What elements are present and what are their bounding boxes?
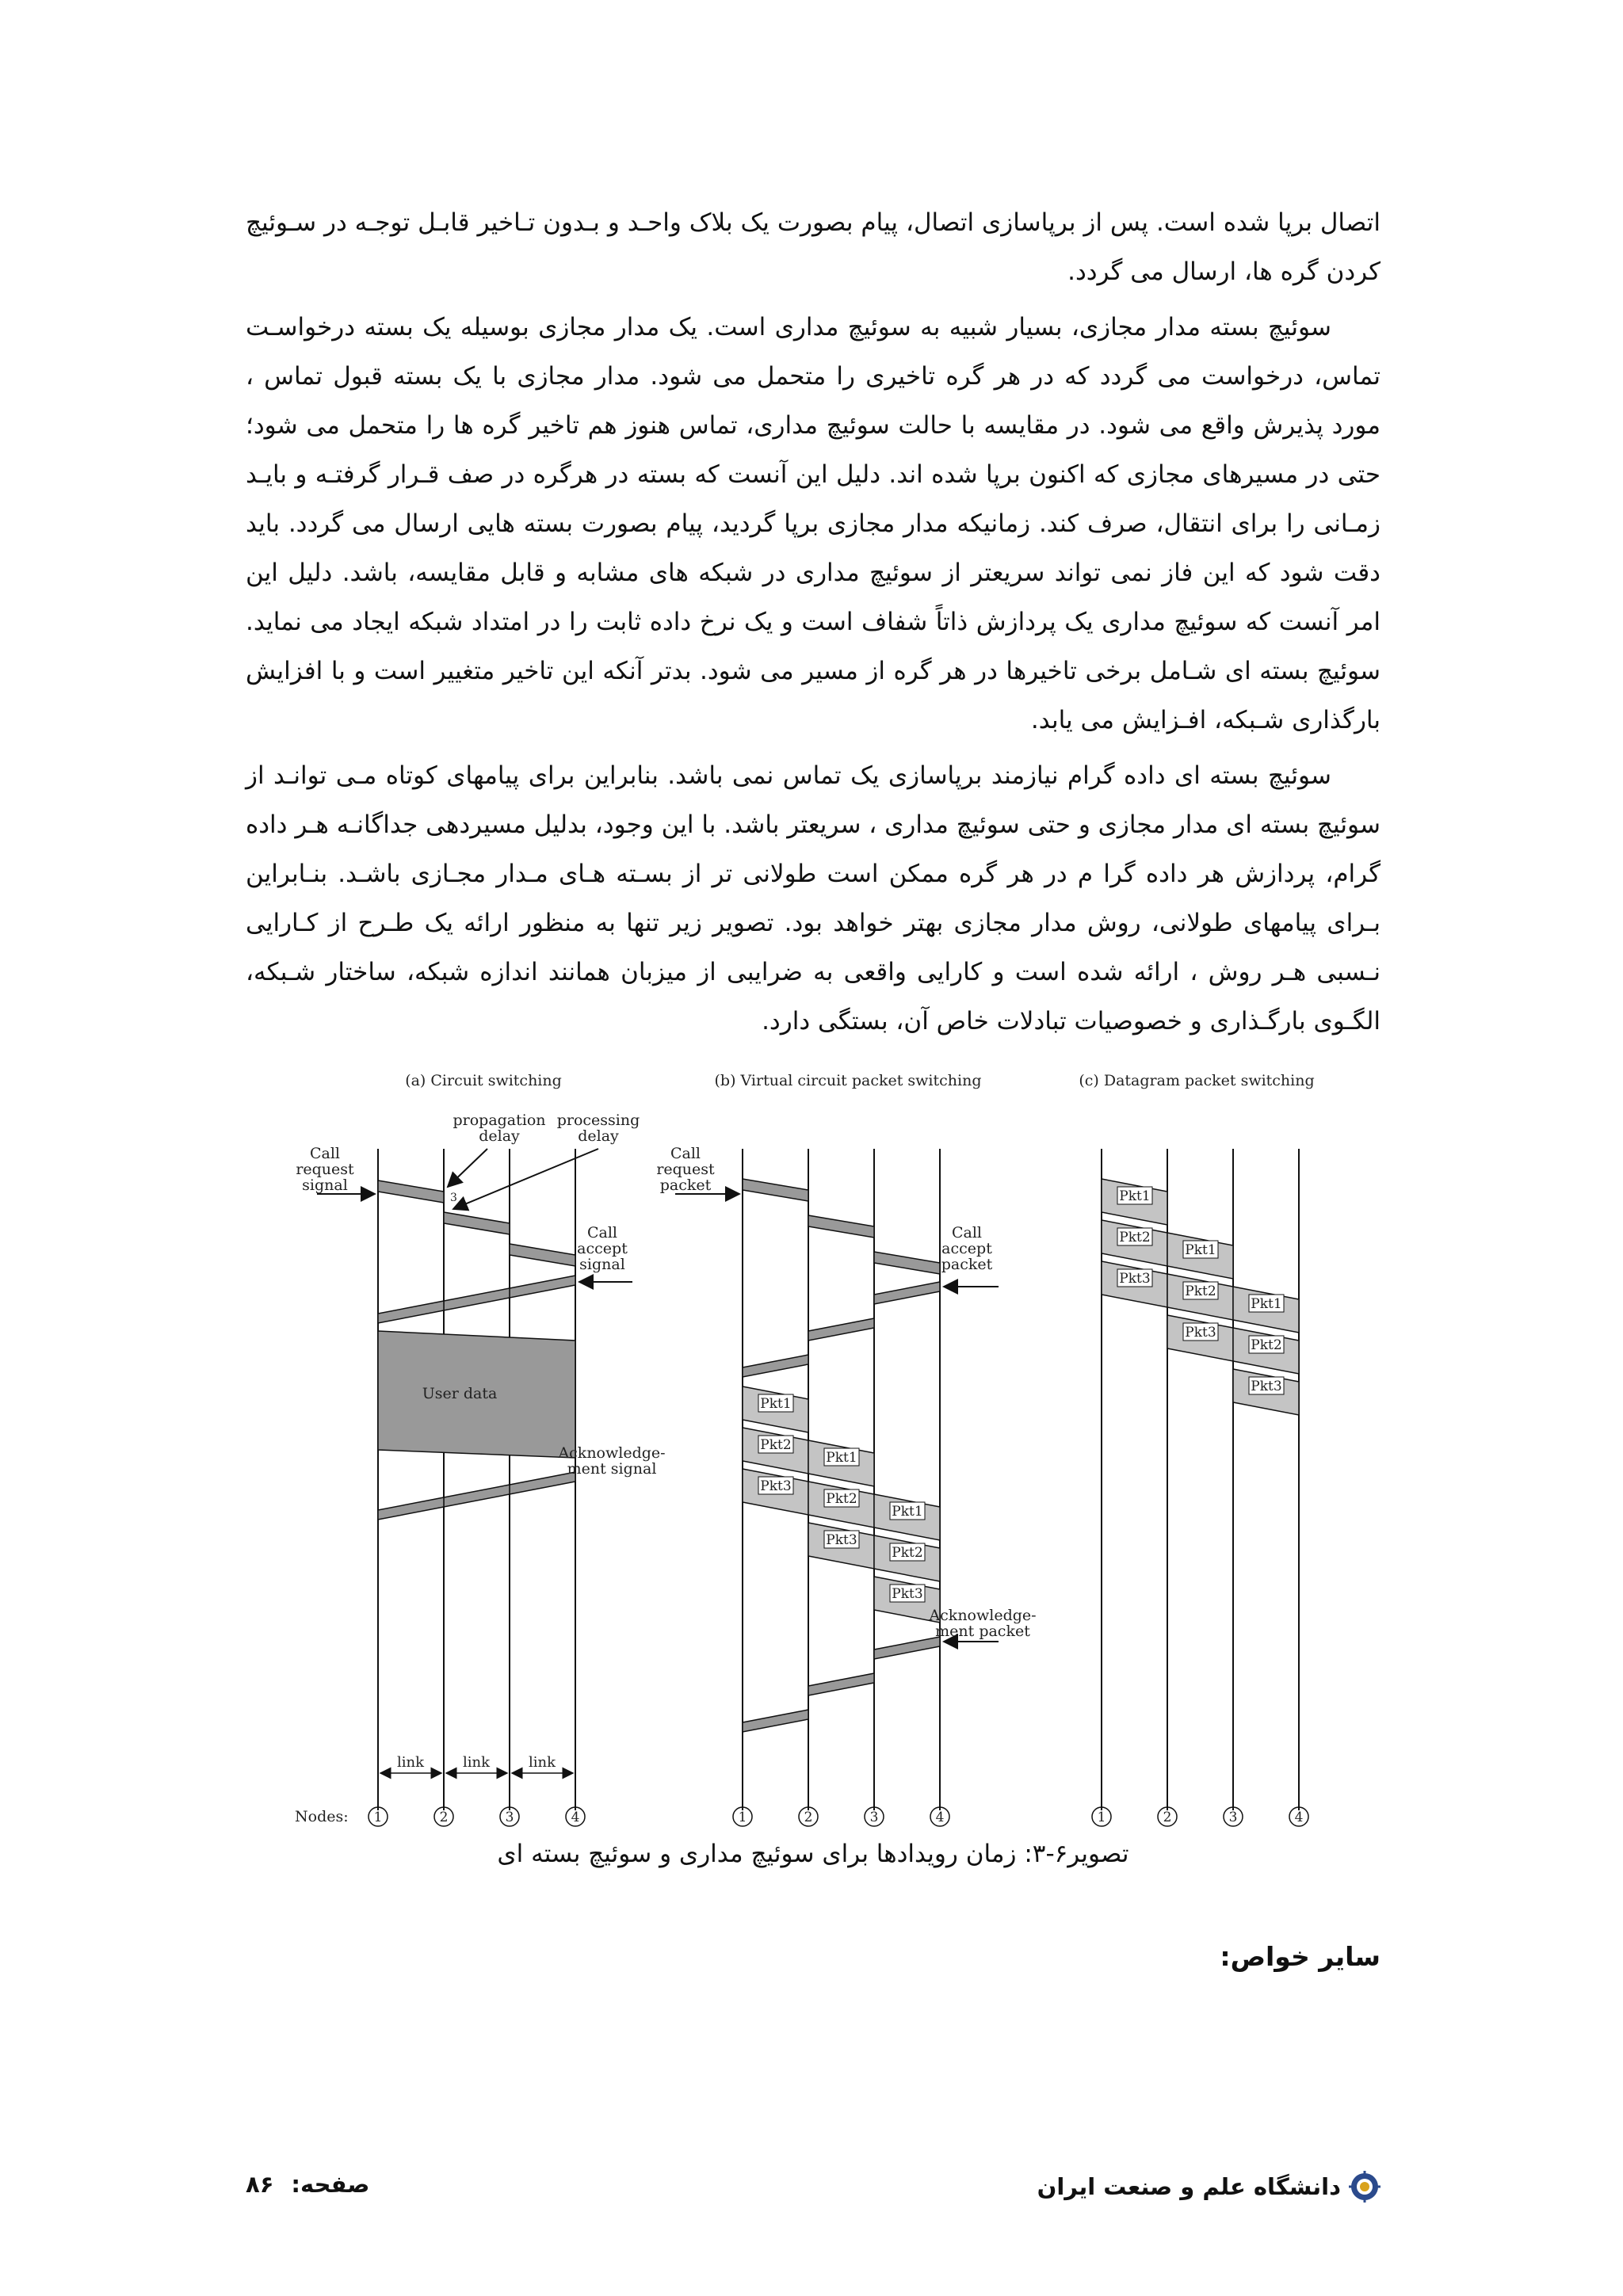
dg-pkt3-label-3: Pkt3 [1251,1379,1282,1394]
node-number-c3: 3 [1228,1810,1238,1825]
timing-diagram-figure [285,1062,1339,1846]
timing-diagram [285,1062,1339,1846]
paragraph-2: سوئیچ بسته مدار مجازی، بسیار شبیه به سوئیچ مداری است. یک مدار مجازی بوسیله یک بسته درخواسـت تماس، درخواست می گردد که در هر گره تاخیری را متحمل می شود. مدار مجازی با یک بسته قبول تماس ، مورد پذیرش واقع می شود. در مقایسه با حالت سوئیچ مداری، تماس هنوز هم تاخیر گره ها را متحمل می شود؛ حتی در مسیرهای مجازی که اکنون برپا شده اند. دلیل این آنست که بسته در هرگره در صف قـرار گرفتـه و بایـد زمـانی را برای انتقال، صرف کند. زمانیکه مدار مجازی برپا گردید، پیام بصورت بسته هایی ارسال می گردد. باید دقت شود که این فاز نمی تواند سریعتر از سوئیچ مداری در شبکه های مشابه و قابل مقایسه، باشد. دلیل این امر آنست که سوئیچ مداری یک پردازش ذاتاً شفاف است و یک نرخ داده ثابت را در امتداد شبکه ایجاد می نماید. سوئیچ بسته ای شـامل برخی تاخیرها در هر گره از مسیر می شود. بدتر آنکه این تاخیر متغییر است و با افزایش بارگذاری شـبکه، افـزایش می یابد. [246,313,1381,734]
node-number-b1: 1 [738,1810,747,1825]
call-request-segment-1 [378,1180,444,1203]
panel-a-circuit-switching [295,1112,666,1826]
call-accept-packet-line3: packet [941,1256,993,1273]
call-request-segment-3 [510,1244,575,1266]
call-request-packet-line3: packet [659,1177,712,1194]
panel-c-title: (c) Datagram packet switching [1079,1072,1315,1089]
dg-pkt1-label-2: Pkt1 [1185,1242,1216,1258]
panel-b-title: (b) Virtual circuit packet switching [714,1072,982,1089]
vc-pkt2-label-2: Pkt2 [826,1491,857,1507]
call-accept-signal-line1: Call [586,1224,618,1241]
ack-segment-1 [510,1472,575,1494]
processing-delay-line2: delay [578,1127,619,1145]
call-request-packet-line2: request [656,1161,715,1178]
vc-pkt1-label-2: Pkt1 [826,1450,857,1466]
ack-packet-line1: Acknowledge- [929,1607,1037,1624]
vc-pkt1-label-1: Pkt1 [760,1396,792,1412]
panel-a-title: (a) Circuit switching [405,1072,562,1089]
vc-ack-segment-1 [874,1637,940,1659]
call-accept-segment-2 [444,1288,510,1310]
call-request-segment-2 [444,1212,510,1234]
node-number-c4: 4 [1294,1810,1304,1825]
dg-pkt1-label-1: Pkt1 [1119,1188,1151,1204]
dg-pkt1-label-3: Pkt1 [1251,1296,1282,1312]
dg-pkt3-label-2: Pkt3 [1185,1325,1216,1341]
dg-pkt3-label-1: Pkt3 [1119,1271,1151,1287]
call-request-signal-line2: request [296,1161,354,1178]
panel-c-datagram [1092,1149,1308,1826]
university-name: دانشگاه علم و صنعت ایران [1037,2173,1341,2200]
dg-pkt2-label-3: Pkt2 [1251,1337,1282,1353]
delay-mark: 3 [450,1192,457,1204]
vc-request-segment-1 [743,1179,808,1201]
university-logo-icon [1349,2171,1381,2203]
call-accept-segment-3 [378,1301,444,1323]
call-accept-segment-1 [510,1276,575,1298]
node-number-b3: 3 [869,1810,879,1825]
vc-pkt3-label-2: Pkt3 [826,1532,857,1548]
footer-university [1037,2171,1381,2203]
propagation-delay-line1: propagation [453,1112,546,1129]
paragraph-3: سوئیچ بسته ای داده گرام نیازمند برپاسازی یک تماس نمی باشد. بنابراین برای پیامهای کوتاه مـی توانـد از سوئیچ بسته ای مدار مجازی و حتی سوئیچ مداری ، سریعتر باشد. با این وجود، بدلیل مسیردهی جداگانـه هـر داده گرام، پردازش هر داده گرا م در هر گره ممکن است طولانی تر از بسـته هـای مـدار مجـازی باشـد. بنـابراین بـرای پیامهای طولانی، روش مدار مجازی بهتر خواهد بود. تصویر زیر تنها به منظور ارائه یک طـرح از کـارایی نـسبی هـر روش ، ارائه شده است و کارایی واقعی به ضرایبی از میزبان همانند اندازه شبکه، ساختار شـبکه، الگـوی بارگـذاری و خصوصیات تبادلات خاص آن، بستگی دارد. [246,761,1381,1035]
node-number-a3: 3 [505,1810,514,1825]
vc-pkt3-label-3: Pkt3 [892,1586,923,1602]
processing-delay-line1: processing [556,1112,640,1129]
node-number-a4: 4 [571,1810,580,1825]
nodes-label: Nodes: [295,1808,349,1825]
vc-ack-segment-2 [808,1673,874,1695]
call-request-signal-line3: signal [302,1177,348,1194]
dg-pkt2-label-2: Pkt2 [1185,1283,1216,1299]
page-label: صفحه: [291,2171,370,2198]
node-number-c1: 1 [1097,1810,1106,1825]
ack-segment-2 [444,1485,510,1507]
ack-segment-3 [378,1497,444,1520]
vc-accept-segment-3 [743,1355,808,1377]
node-number-b4: 4 [935,1810,945,1825]
node-number-c2: 2 [1163,1810,1172,1825]
link-label-2: link [462,1754,491,1771]
propagation-delay-arrow [448,1149,487,1187]
call-accept-packet-line1: Call [951,1224,983,1241]
body-text [246,198,1381,1052]
propagation-delay-line2: delay [479,1127,520,1145]
section-heading: سایر خواص: [1220,1941,1381,1972]
node-number-a1: 1 [373,1810,383,1825]
link-label-1: link [396,1754,425,1771]
vc-request-segment-2 [808,1215,874,1238]
vc-ack-segment-3 [743,1710,808,1732]
link-label-3: link [528,1754,556,1771]
call-request-signal-line1: Call [309,1145,341,1162]
vc-request-segment-3 [874,1252,940,1274]
node-number-b2: 2 [804,1810,813,1825]
vc-pkt2-label-3: Pkt2 [892,1545,923,1561]
call-accept-signal-line3: signal [579,1256,625,1273]
call-accept-packet-line2: accept [941,1240,992,1257]
vc-accept-segment-2 [808,1318,874,1341]
dg-pkt2-label-1: Pkt2 [1119,1230,1151,1245]
paragraph-1: اتصال برپا شده است. پس از برپاسازی اتصال، پیام بصورت یک بلاک واحـد و بـدون تـاخیر قابـل توجـه در سـوئیچ کردن گره ها، ارسال می گردد. [246,208,1381,286]
figure-caption: تصویر۶-۳: زمان رویدادها برای سوئیچ مداری و سوئیچ بسته ای [497,1840,1129,1868]
footer-page-number [246,2171,369,2198]
node-number-a2: 2 [439,1810,449,1825]
vc-pkt3-label-1: Pkt3 [760,1478,792,1494]
ack-signal-line2: ment signal [567,1460,657,1478]
ack-signal-line1: Acknowledge- [558,1444,666,1462]
ack-packet-line2: ment packet [935,1623,1030,1640]
call-accept-signal-line2: accept [577,1240,628,1257]
call-request-packet-line1: Call [670,1145,701,1162]
vc-accept-segment-1 [874,1282,940,1304]
processing-delay-arrow [453,1149,598,1209]
vc-pkt2-label-1: Pkt2 [760,1437,792,1453]
vc-pkt1-label-3: Pkt1 [892,1504,923,1520]
page-number: ۸۶ [246,2171,274,2198]
user-data-label: User data [422,1385,498,1402]
panel-b-virtual-circuit [656,1145,1036,1826]
